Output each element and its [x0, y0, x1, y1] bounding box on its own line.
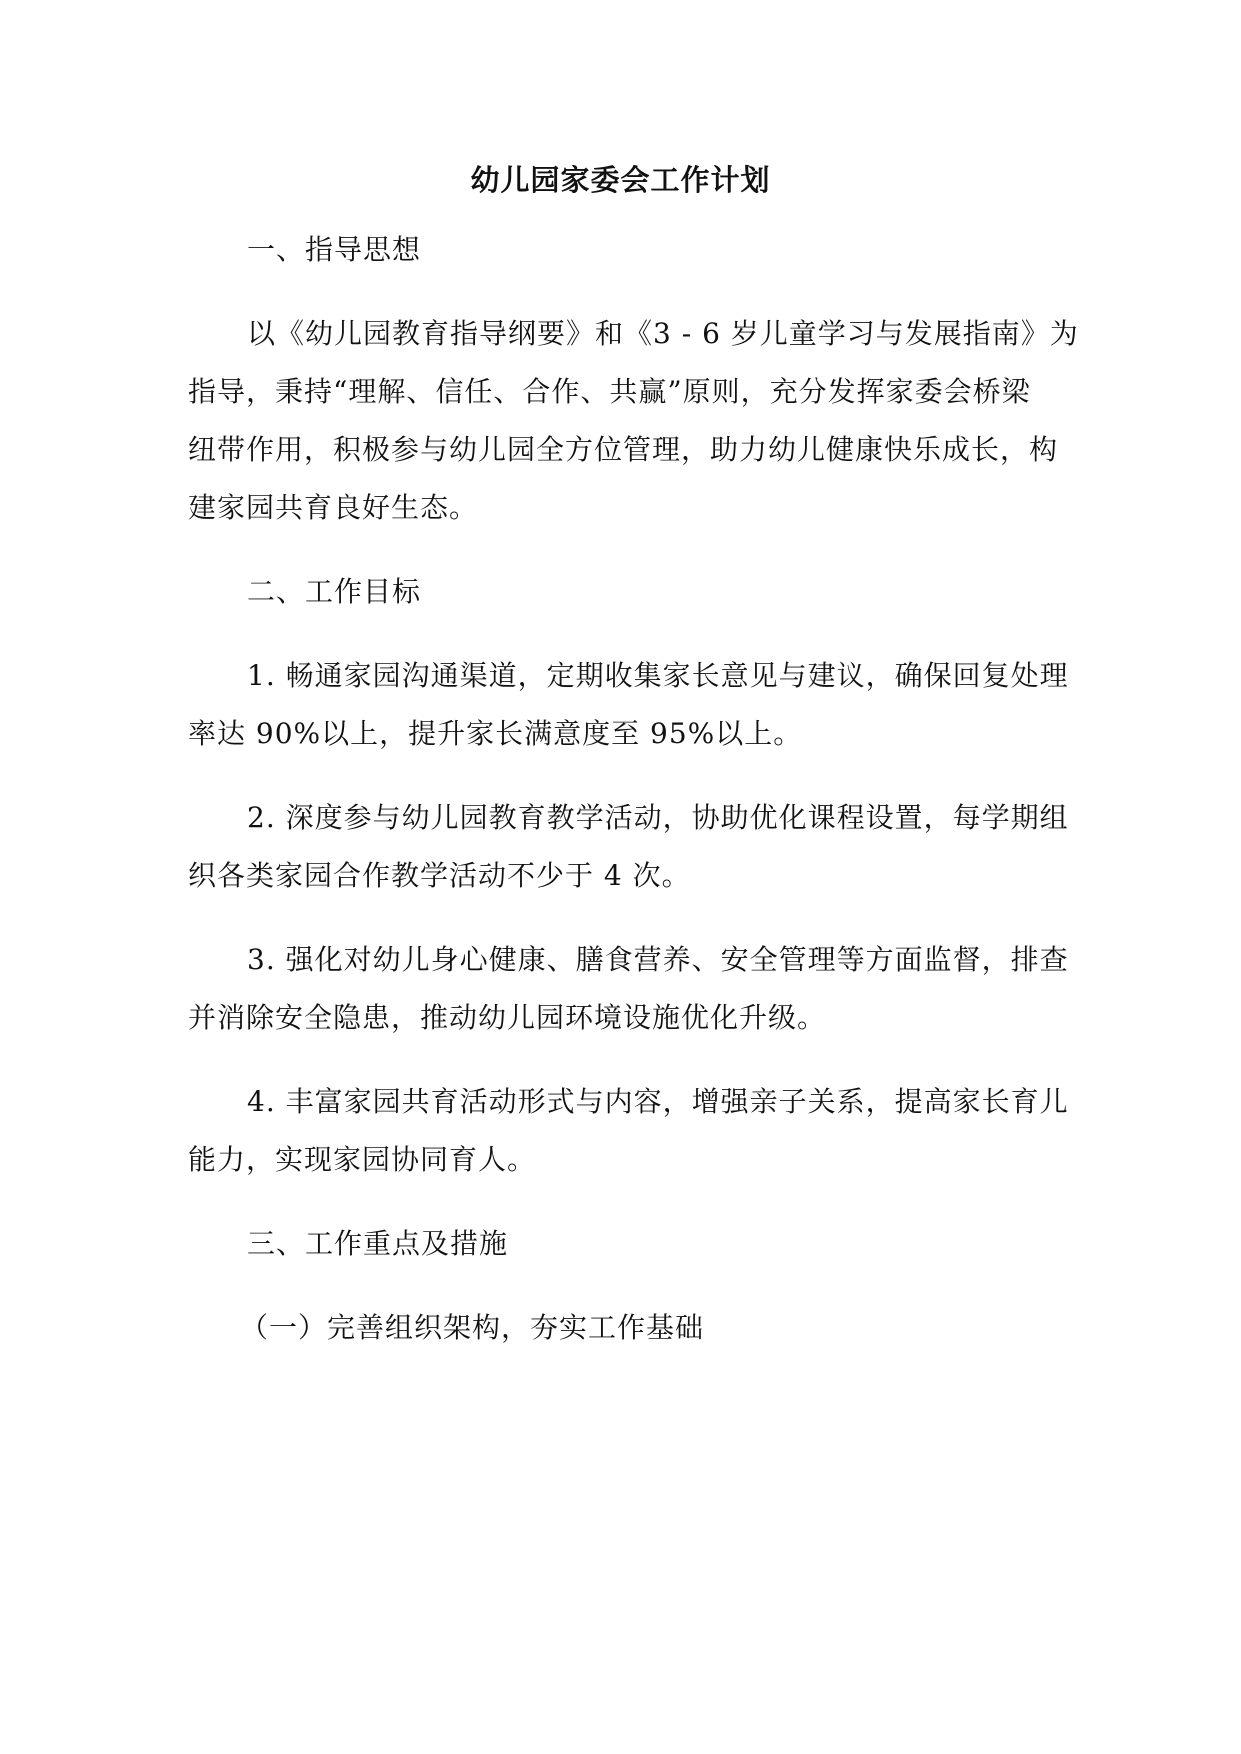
- goal-item-4-line: 4. 丰富家园共育活动形式与内容，增强亲子关系，提高家长育儿: [247, 1085, 1069, 1118]
- section-heading-work-goals: 二、工作目标: [247, 575, 422, 608]
- goal-item-2-line: 织各类家园合作教学活动不少于 4 次。: [188, 859, 691, 892]
- paragraph-line: 以《幼儿园教育指导纲要》和《3 - 6 岁儿童学习与发展指南》为: [247, 317, 1079, 350]
- goal-item-3-line: 3. 强化对幼儿身心健康、膳食营养、安全管理等方面监督，排查: [247, 943, 1069, 976]
- document-title: 幼儿园家委会工作计划: [470, 163, 771, 197]
- sub-heading-organization: （一）完善组织架构，夯实工作基础: [240, 1311, 705, 1344]
- goal-item-2-line: 2. 深度参与幼儿园教育教学活动，协助优化课程设置，每学期组: [247, 801, 1069, 834]
- goal-item-3-line: 并消除安全隐患，推动幼儿园环境设施优化升级。: [188, 1001, 827, 1034]
- goal-item-1-line: 1. 畅通家园沟通渠道，定期收集家长意见与建议，确保回复处理: [247, 659, 1069, 692]
- section-heading-guiding-ideology: 一、指导思想: [247, 233, 422, 266]
- paragraph-line: 建家园共育良好生态。: [188, 491, 479, 524]
- section-heading-work-focus: 三、工作重点及措施: [247, 1227, 509, 1260]
- goal-item-1-line: 率达 90%以上，提升家长满意度至 95%以上。: [188, 717, 803, 750]
- paragraph-line: 纽带作用，积极参与幼儿园全方位管理，助力幼儿健康快乐成长，构: [188, 433, 1059, 466]
- paragraph-line: 指导，秉持“理解、信任、合作、共赢”原则，充分发挥家委会桥梁: [188, 375, 1031, 408]
- goal-item-4-line: 能力，实现家园协同育人。: [188, 1143, 537, 1176]
